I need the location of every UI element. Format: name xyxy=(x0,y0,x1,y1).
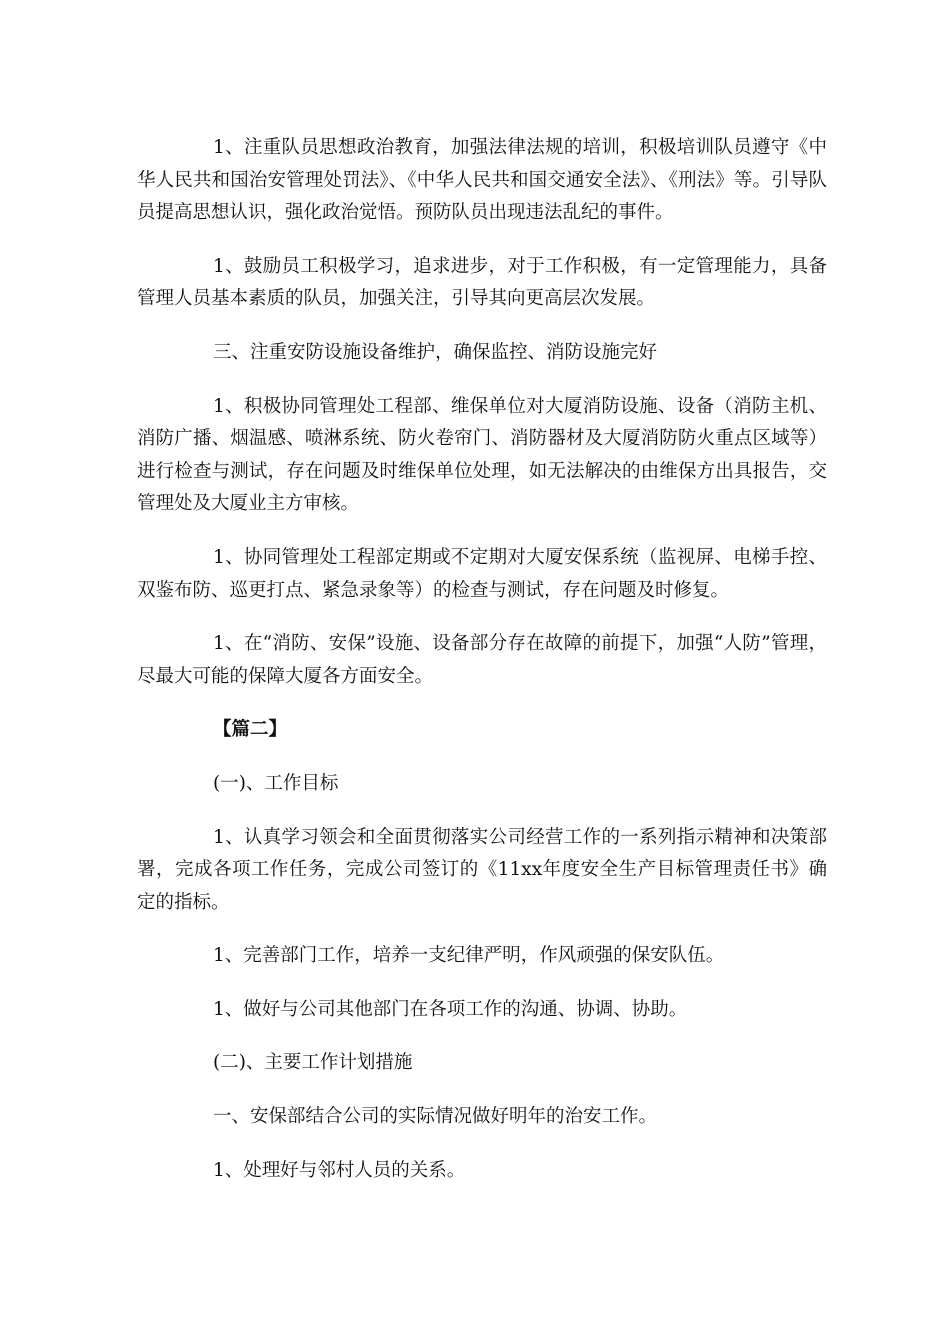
paragraph-fire-facility-inspection: 1、积极协同管理处工程部、维保单位对大厦消防设施、设备（消防主机、消防广播、烟温感、喷淋系统、防火卷帘门、消防器材及大厦消防防火重点区域等）进行检查与测试，存在问题及时维保单位处理，如无法解决的由维保方出具报告，交管理处及大厦业主方审核。 xyxy=(137,395,827,515)
paragraph-public-security-work: 一、安保部结合公司的实际情况做好明年的治安工作。 xyxy=(213,1106,658,1128)
paragraph-political-education: 1、注重队员思想政治教育，加强法律法规的培训，积极培训队员遵守《中华人民共和国治安管理处罚法》、《中华人民共和国交通安全法》、《刑法》等。引导队员提高思想认识，强化政治觉悟。预防队员出现违法乱纪的事件。 xyxy=(137,137,827,224)
section-heading-part-two: 【篇二】 xyxy=(213,719,288,741)
document-body xyxy=(137,132,827,1208)
paragraph-neighbor-relations: 1、处理好与邻村人员的关系。 xyxy=(213,1159,466,1181)
section-heading-work-measures: (二)、主要工作计划措施 xyxy=(213,1052,413,1074)
paragraph-improve-department: 1、完善部门工作，培养一支纪律严明，作风顽强的保安队伍。 xyxy=(213,945,725,967)
paragraph-human-defense: 1、在“消防、安保”设施、设备部分存在故障的前提下，加强“人防”管理，尽最大可能的保障大厦各方面安全。 xyxy=(137,633,827,687)
section-heading-facility-maintenance: 三、注重安防设施设备维护，确保监控、消防设施完好 xyxy=(213,341,658,363)
section-heading-work-goals: (一)、工作目标 xyxy=(213,772,339,794)
paragraph-encourage-learning: 1、鼓励员工积极学习，追求进步，对于工作积极，有一定管理能力，具备管理人员基本素质的队员，加强关注，引导其向更高层次发展。 xyxy=(137,255,827,310)
paragraph-coordination: 1、做好与公司其他部门在各项工作的沟通、协调、协助。 xyxy=(213,998,688,1020)
paragraph-study-directives: 1、认真学习领会和全面贯彻落实公司经营工作的一系列指示精神和决策部署，完成各项工作任务，完成公司签订的《11xx年度安全生产目标管理责任书》确定的指标。 xyxy=(137,826,827,913)
paragraph-security-system-inspection: 1、协同管理处工程部定期或不定期对大厦安保系统（监视屏、电梯手控、双鉴布防、巡更打点、紧急录象等）的检查与测试，存在问题及时修复。 xyxy=(137,546,827,601)
